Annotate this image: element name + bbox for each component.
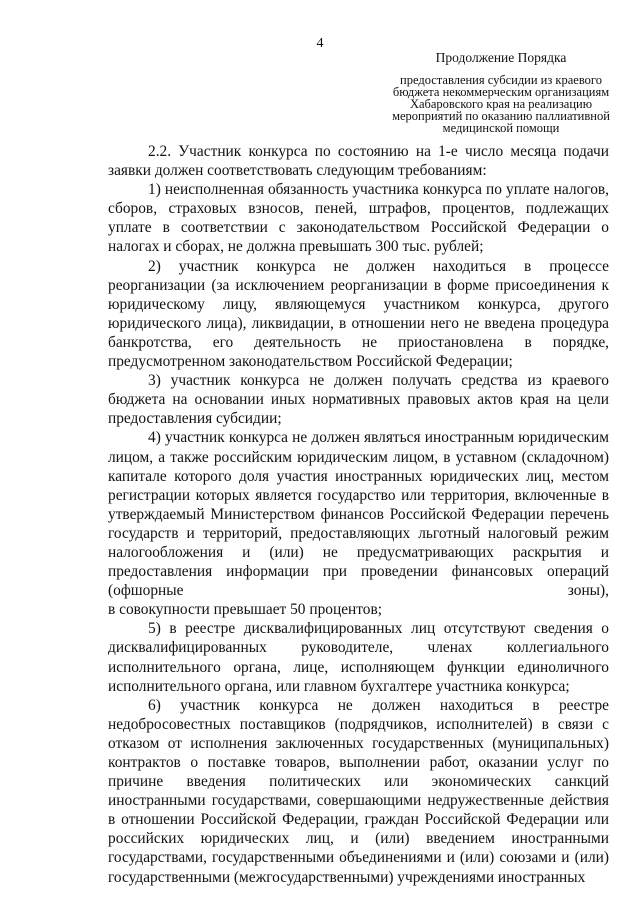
running-header (382, 52, 620, 134)
requirement-1: 1) неисполненная обязанность участника конкурса по уплате налогов, сборов, страховых взносов, пеней, штрафов, процентов, подлежащих уплате в соответствии с законодательством Российской Федерации о налогах и сборах, не должна превышать 300 тыс. рублей; (108, 181, 609, 256)
requirement-6: 6) участник конкурса не должен находиться в реестре недобросовестных поставщиков (подрядчиков, исполнителей) в связи с отказом от исполнения заключенных государственных (муниципальных) контрактов о поставке товаров, выполнении работ, оказании услуг по причине введения политических или экономических санкций иностранными государствами, совершающими недружественные действия в отношении Российской Федерации, граждан Российской Федерации или российских юридических лиц, и (или) введением иностранными государствами, государственными объединениями и (или) союзами и (или) государственными (межгосударственными) учреждениями иностранных (108, 696, 609, 886)
requirement-4: 4) участник конкурса не должен являться иностранным юридическим лицом, а также российским юридическим лицом, в уставном (складочном) капитале которого доля участия иностранных юридических лиц, местом регистрации которых является государство или территория, включенные в утверждаемый Министерством финансов Российской Федерации перечень государств и территорий, предоставляющих льготный налоговый режим налогообложения и (или) не предусматривающих раскрытия и предоставления информации при проведении финансовых операций (офшорные зоны), (108, 429, 609, 600)
paragraph-2-2: 2.2. Участник конкурса по состоянию на 1-е число месяца подачи заявки должен соответствовать следующим требованиям: (108, 143, 609, 180)
requirement-5: 5) в реестре дисквалифицированных лиц отсутствуют сведения о дисквалифицированных руководителе, членах коллегиального исполнительного органа, лице, исполняющем функции единоличного исполнительного органа, или главном бухгалтере участника конкурса; (108, 620, 609, 695)
requirement-2: 2) участник конкурса не должен находиться в процессе реорганизации (за исключением реорганизации в форме присоединения к юридическому лицу, являющемуся участником конкурса, другого юридического лица), ликвидации, в отношении него не введена процедура банкротства, его деятельность не приостановлена в порядке, предусмотренном законодательством Российской Федерации; (108, 257, 609, 371)
page-number: 4 (316, 36, 324, 51)
header-subtitle: предоставления субсидии из краевого бюджета некоммерческим организациям Хабаровского края на реализацию мероприятий по оказанию паллиативной медицинской помощи (392, 73, 610, 135)
requirement-4-continuation: в совокупности превышает 50 процентов; (108, 601, 383, 619)
header-title: Продолжение Порядка (435, 50, 567, 65)
document-body (108, 142, 609, 887)
requirement-3: 3) участник конкурса не должен получать средства из краевого бюджета на основании иных нормативных правовых актов края на цели предоставления субсидии; (108, 372, 609, 428)
